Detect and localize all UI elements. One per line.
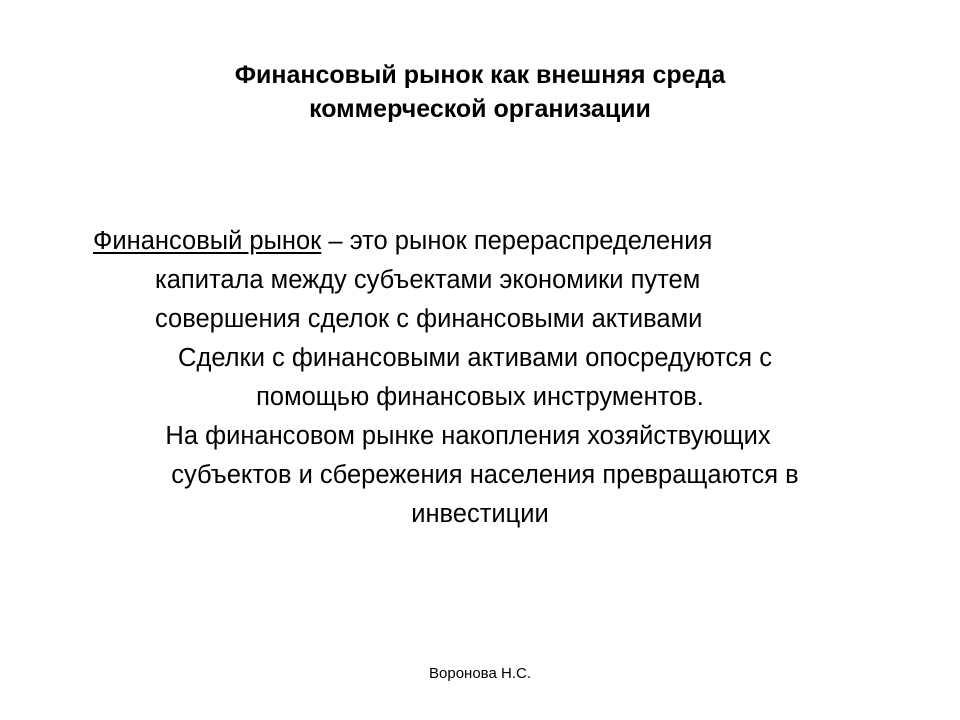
definition-line-1-rest: – это рынок перераспределения — [321, 227, 713, 255]
slide-body — [60, 222, 900, 534]
investments-line-1: На финансовом рынке накопления хозяйствующих — [165, 422, 771, 450]
investments-paragraph — [60, 417, 900, 534]
slide-title — [60, 58, 900, 126]
instruments-paragraph — [60, 339, 900, 417]
investments-line-2: субъектов и сбережения населения превращаются в — [171, 461, 799, 489]
definition-line-3: совершения сделок с финансовыми активами — [155, 305, 703, 333]
definition-paragraph — [60, 222, 900, 339]
definition-line-1 — [60, 222, 900, 261]
slide-title-line-2: коммерческой организации — [309, 95, 651, 123]
instruments-line-2: помощью финансовых инструментов. — [256, 383, 704, 411]
author-footer: Воронова Н.С. — [429, 665, 531, 682]
definition-term: Финансовый рынок — [93, 227, 322, 255]
investments-line-3: инвестиции — [411, 500, 549, 528]
definition-line-2: капитала между субъектами экономики путем — [155, 266, 701, 294]
instruments-line-1: Сделки с финансовыми активами опосредуются с — [178, 344, 772, 372]
slide-title-line-1: Финансовый рынок как внешняя среда — [234, 61, 726, 89]
